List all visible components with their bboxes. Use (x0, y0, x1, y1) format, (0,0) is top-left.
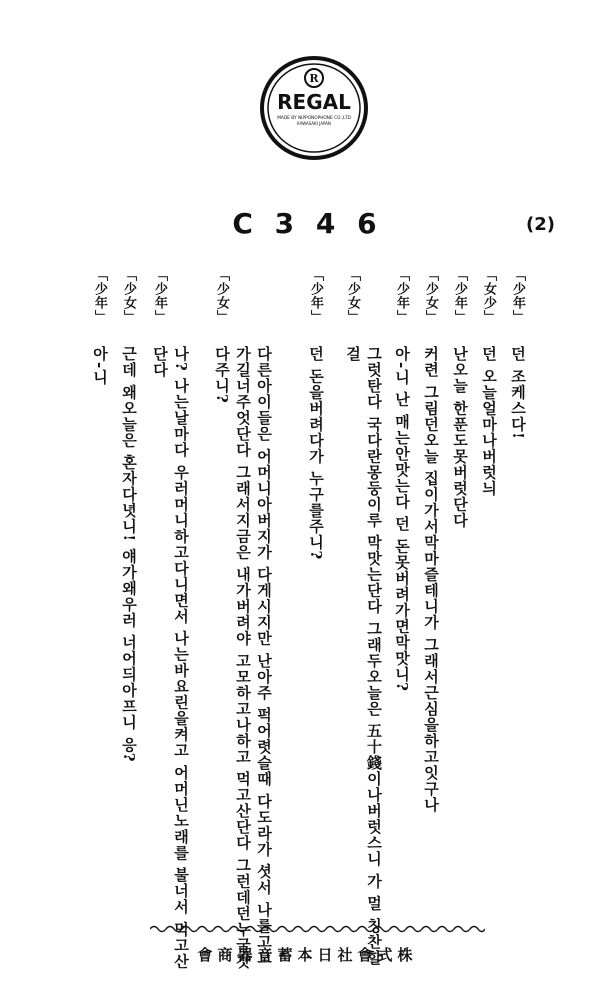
dialogue-column (212, 268, 298, 976)
regal-logo (258, 54, 370, 162)
dialogue-column (343, 268, 389, 976)
dialogue-line: 아-니 난 매는안맛는다 던 돈못버려가면막맛니? (393, 346, 411, 692)
dialogue-line: 커련 그림던오늘 집이가서막마즐테니가 그래서근심을하고잇구나 (422, 346, 440, 813)
catalog-number: C 3 4 6 (232, 207, 383, 240)
speaker-label: 「少女」 (121, 268, 136, 324)
speaker-label: 「少年」 (510, 268, 525, 324)
logo-location: KAWASAKI JAPAN (297, 121, 331, 126)
speaker-label: 「少女」 (214, 268, 229, 324)
dialogue-line: 난오늘 한푼도못버럿단다 (451, 346, 469, 529)
dialogue-column (392, 268, 418, 976)
speaker-label: 「少年」 (452, 268, 467, 324)
speaker-label: 「少年」 (308, 268, 323, 324)
speaker-label: 「少女」 (423, 268, 438, 324)
dialogue-column (479, 268, 505, 976)
dialogue-line: 던 오늘얼마나버럿늬 (480, 346, 498, 497)
logo-subtitle: MADE BY NIPPONOPHONE CO.,LTD (277, 116, 351, 121)
dialogue-line: 그럿탄다 국다란몽둥이루 막맛는단다 그래두오늘은 五十錢이나버럿스니 가 멀 칭찬할걸 (344, 346, 383, 966)
logo-brand: REGAL (277, 90, 351, 114)
logo-mark: R (309, 72, 319, 85)
dialogue-column (90, 268, 116, 976)
speaker-label: 「女少」 (481, 268, 496, 324)
dialogue-column (150, 268, 204, 976)
dialogue-line: 다른아이들은 어머니아버지가 다게시지만 난아주 퍽어렷슬때 다도라가 셧서 나를고모가길너주엇단다 그래서지금은 내가버려야 고모하고나하고 먹고산단다 그런데던누굴갓다주니? (213, 346, 273, 970)
dialogue-column (450, 268, 476, 976)
speaker-label: 「少年」 (394, 268, 409, 324)
dialogue-column (306, 268, 332, 976)
dialogue-column (508, 268, 534, 976)
dialogue-line: 근데 왜오늘은 혼자다녓니! 얘가왜우러 너어듸아프니 응? (120, 346, 138, 763)
dialogue-line: 던 조케스다! (509, 346, 527, 440)
dialogue-line: 던 돈을버려다가 누구를주니? (307, 346, 325, 561)
dialogue-line: 아-니 (91, 346, 109, 386)
publisher-footer: 會商器音蓄本日社會式株 (197, 946, 418, 964)
speaker-label: 「少女」 (345, 268, 360, 324)
speaker-label: 「少年」 (152, 268, 167, 324)
page-number: (2) (526, 214, 555, 235)
dialogue-line: 나? 나는날마다 우러머니하고다니면서 나는바요린을켜고 어머닌노래를 불너서 먹고산단다 (151, 346, 190, 970)
speaker-label: 「少年」 (92, 268, 107, 324)
dialogue-column (119, 268, 145, 976)
dialogue-column (421, 268, 447, 976)
wavy-divider (150, 924, 485, 934)
